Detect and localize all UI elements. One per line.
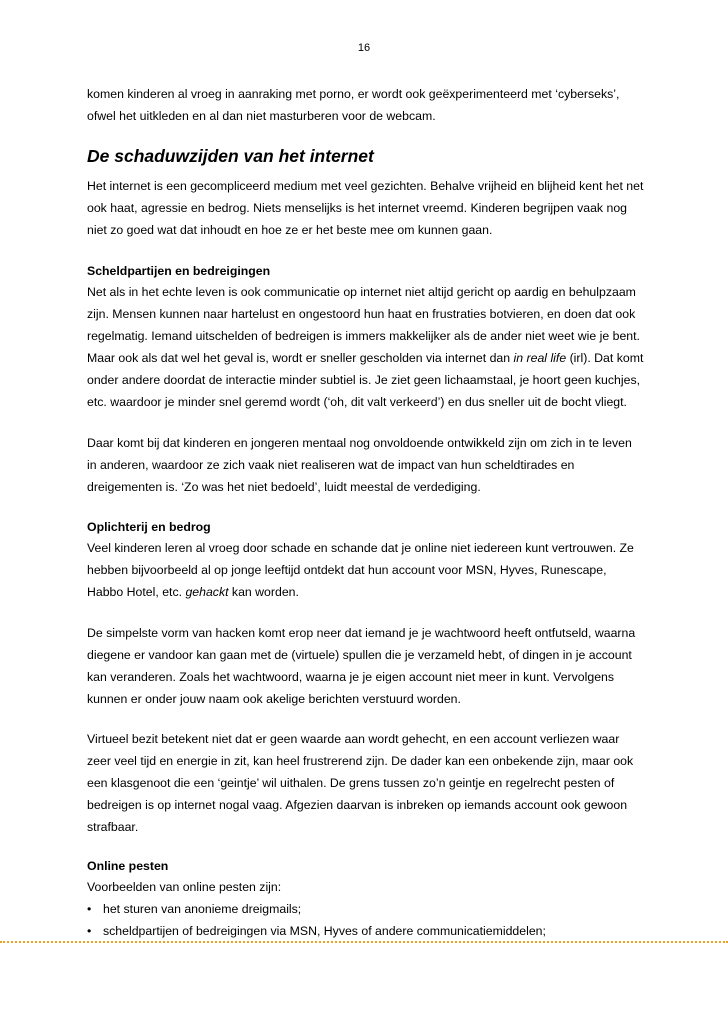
list-item-text: scheldpartijen of bedreigingen via MSN, Hyves of andere communicatiemiddelen; <box>103 924 546 938</box>
paragraph-line: strafbaar. <box>87 820 139 834</box>
paragraph-line: Net als in het echte leven is ook communicatie op internet niet altijd gericht op aardig en behulpzaam <box>87 285 636 299</box>
list-item-text: het sturen van anonieme dreigmails; <box>103 902 302 916</box>
list-item <box>87 901 657 917</box>
paragraph-line <box>87 350 643 366</box>
footer-divider <box>0 941 728 943</box>
paragraph-line: Virtueel bezit betekent niet dat er geen waarde aan wordt gehecht, en een account verliezen waar <box>87 732 620 746</box>
subsection-heading: Online pesten <box>87 859 169 873</box>
paragraph-line: Veel kinderen leren al vroeg door schade en schande dat je online niet iedereen kunt vertrouwen. Ze <box>87 541 634 555</box>
text-run: (irl). Dat komt <box>566 351 644 365</box>
paragraph-line: kan veranderen. Zoals het wachtwoord, waarna je je eigen account niet meer in kunt. Vervolgens <box>87 670 615 684</box>
paragraph-line: regelmatig. Iemand uitschelden of bedreigen is immers makkelijker als de ander niet weet wie je bent. <box>87 329 640 343</box>
subsection-heading: Scheldpartijen en bedreigingen <box>87 264 271 278</box>
paragraph-line: onder andere doordat de interactie minder subtiel is. Je ziet geen lichaamstaal, je hoort geen kuchjes, <box>87 373 641 387</box>
paragraph-line: komen kinderen al vroeg in aanraking met porno, er wordt ook geëxperimenteerd met ‘cyberseks’, <box>87 87 620 101</box>
bullet-icon: • <box>87 902 92 916</box>
italic-term: in real life <box>513 351 567 365</box>
bullet-icon: • <box>87 924 92 938</box>
paragraph-line: niet zo goed wat dat inhoudt en hoe ze er het beste mee om kunnen gaan. <box>87 223 493 237</box>
paragraph-line: zeer veel tijd en energie in zit, kan heel frustrerend zijn. De dader kan een onbekende zijn, maar ook <box>87 754 634 768</box>
paragraph-line: Voorbeelden van online pesten zijn: <box>87 880 282 894</box>
section-title: De schaduwzijden van het internet <box>87 146 374 166</box>
paragraph-line: kunnen er onder jouw naam ook akelige berichten verstuurd worden. <box>87 692 461 706</box>
subsection-heading: Oplichterij en bedrog <box>87 520 211 534</box>
italic-term: gehackt <box>185 585 229 599</box>
paragraph-line: Daar komt bij dat kinderen en jongeren mentaal nog onvoldoende ontwikkeld zijn om zich in te leven <box>87 436 632 450</box>
paragraph-line: hebben bijvoorbeeld al op jonge leeftijd ontdekt dat hun account voor MSN, Hyves, Runescape, <box>87 563 607 577</box>
page-number: 16 <box>357 42 371 54</box>
text-run: Maar ook als dat wel het geval is, wordt er sneller gescholden via internet dan <box>87 351 514 365</box>
paragraph-line: diegene er vandoor kan gaan met de (virtuele) spullen die je verzameld hebt, of dingen in je account <box>87 648 632 662</box>
paragraph-line: ook haat, agressie en bedrog. Niets menselijks is het internet vreemd. Kinderen begrijpen vaak nog <box>87 201 628 215</box>
paragraph-line: in anderen, waardoor ze zich vaak niet realiseren wat de impact van hun scheldtirades en <box>87 458 575 472</box>
paragraph-line: etc. waardoor je minder snel geremd wordt (‘oh, dit valt verkeerd’) en dus sneller uit de bocht vliegt. <box>87 395 627 409</box>
paragraph-line: bedreigen is op internet nogal vaag. Afgezien daarvan is inbreken op iemands account ook gewoon <box>87 798 628 812</box>
paragraph-line: Het internet is een gecompliceerd medium met veel gezichten. Behalve vrijheid en blijheid kent het net <box>87 179 644 193</box>
paragraph-line <box>87 584 299 600</box>
paragraph-line: ofwel het uitkleden en al dan niet masturberen voor de webcam. <box>87 109 436 123</box>
text-run: kan worden. <box>228 585 299 599</box>
list-item <box>87 923 657 939</box>
paragraph-line: een klasgenoot die een ‘geintje’ wil uithalen. De grens tussen zo’n geintje en regelrecht pesten of <box>87 776 615 790</box>
paragraph-line: dreigementen is. ‘Zo was het niet bedoeld’, luidt meestal de verdediging. <box>87 480 481 494</box>
paragraph-line: zijn. Mensen kunnen naar hartelust en ongestoord hun haat en frustraties botvieren, en doen dat ook <box>87 307 636 321</box>
paragraph-line: De simpelste vorm van hacken komt erop neer dat iemand je je wachtwoord heeft ontfutseld, waarna <box>87 626 636 640</box>
text-run: Habbo Hotel, etc. <box>87 585 186 599</box>
